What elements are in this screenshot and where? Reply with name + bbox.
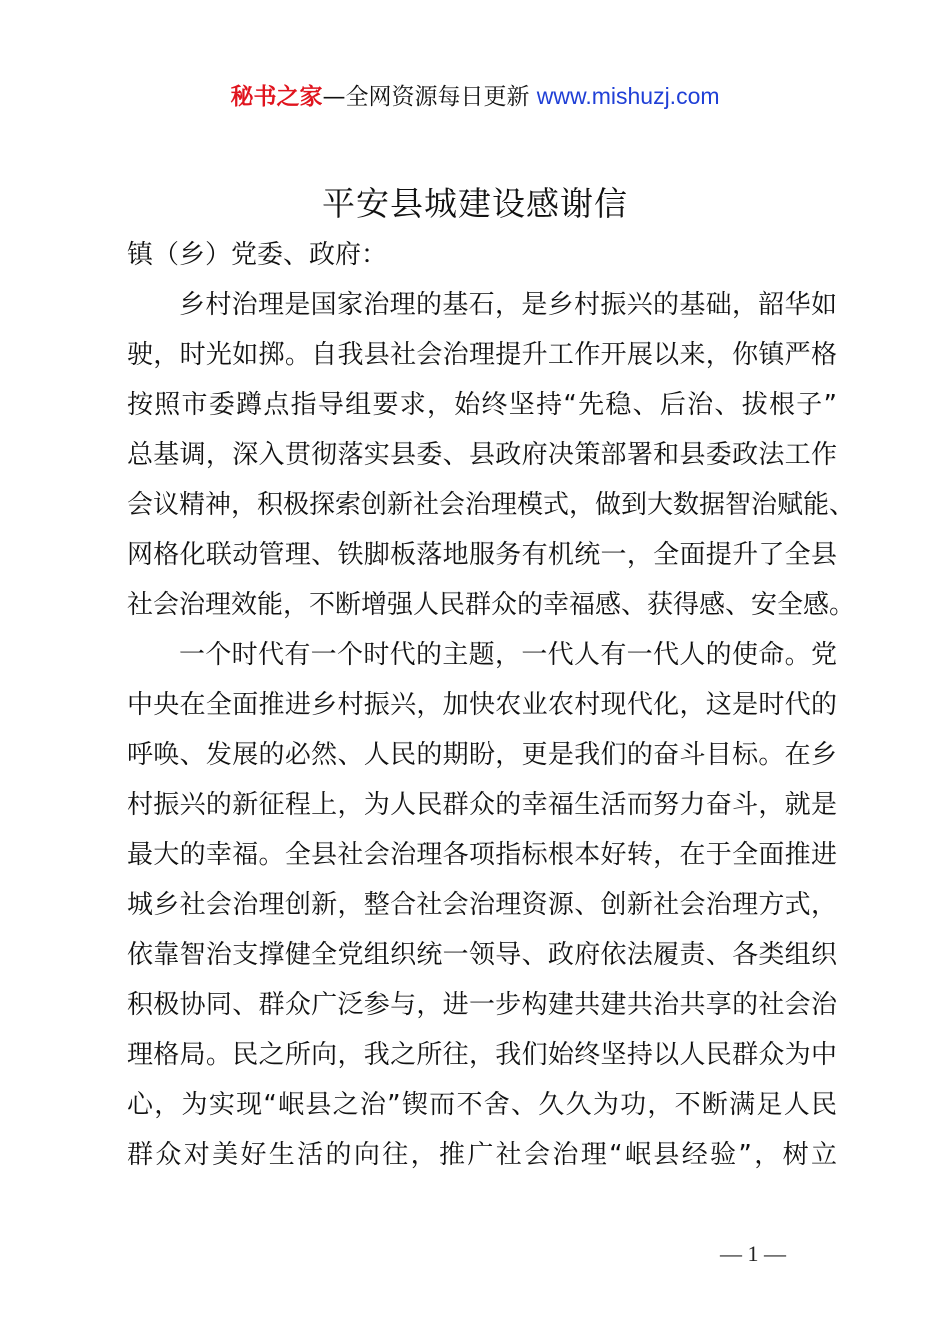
site-brand: 秘书之家 <box>230 84 323 110</box>
body-line: 网格化联动管理、铁脚板落地服务有机统一，全面提升了全县 <box>127 540 837 570</box>
body-line: 按照市委蹲点指导组要求，始终坚持“先稳、后治、拔根子” <box>127 390 837 420</box>
body-line: 心，为实现“岷县之治”锲而不舍、久久为功，不断满足人民 <box>127 1090 837 1120</box>
body-line: 驶，时光如掷。自我县社会治理提升工作开展以来，你镇严格 <box>127 340 837 370</box>
salutation-line: 镇（乡）党委、政府： <box>127 240 388 270</box>
site-banner <box>0 80 950 113</box>
body-line: 中央在全面推进乡村振兴，加快农业农村现代化，这是时代的 <box>127 690 837 720</box>
body-line: 总基调，深入贯彻落实县委、县政府决策部署和县委政法工作 <box>127 440 837 470</box>
body-line: 乡村治理是国家治理的基石，是乡村振兴的基础，韶华如 <box>179 290 837 320</box>
document-body <box>127 230 856 1180</box>
body-line: 社会治理效能，不断增强人民群众的幸福感、获得感、安全感。 <box>127 590 856 620</box>
body-line: 呼唤、发展的必然、人民的期盼，更是我们的奋斗目标。在乡 <box>127 740 837 770</box>
body-line: 会议精神，积极探索创新社会治理模式，做到大数据智治赋能、 <box>127 490 856 520</box>
body-line: 一个时代有一个时代的主题，一代人有一代人的使命。党 <box>179 640 837 670</box>
page-number: — 1 — <box>720 1241 786 1266</box>
body-line: 最大的幸福。全县社会治理各项指标根本好转，在于全面推进 <box>127 840 837 870</box>
body-line: 群众对美好生活的向往，推广社会治理“岷县经验”，树立 <box>127 1140 837 1170</box>
body-line: 村振兴的新征程上，为人民群众的幸福生活而努力奋斗，就是 <box>127 790 837 820</box>
body-line: 依靠智治支撑健全党组织统一领导、政府依法履责、各类组织 <box>127 940 837 970</box>
document-title: 平安县城建设感谢信 <box>322 184 628 223</box>
body-line: 城乡社会治理创新，整合社会治理资源、创新社会治理方式， <box>127 890 837 920</box>
site-url-link[interactable]: www.mishuzj.com <box>536 83 720 109</box>
site-tagline: —全网资源每日更新 <box>322 84 530 110</box>
body-line: 理格局。民之所向，我之所往，我们始终坚持以人民群众为中 <box>127 1040 837 1070</box>
body-line: 积极协同、群众广泛参与，进一步构建共建共治共享的社会治 <box>127 990 837 1020</box>
